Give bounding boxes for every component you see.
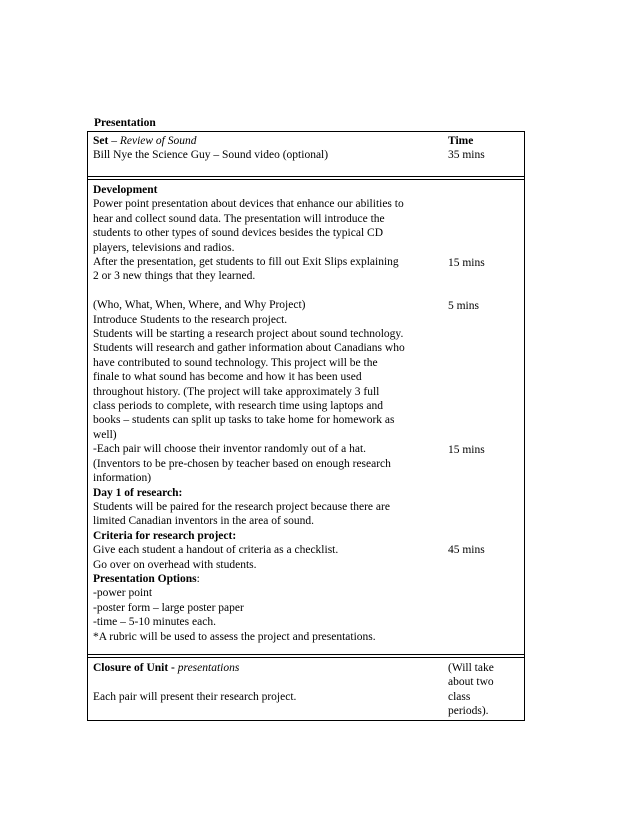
development-time-cell	[444, 180, 525, 655]
set-subtitle: Review of Sound	[119, 135, 197, 147]
set-cell	[88, 132, 444, 177]
options-colon: :	[196, 572, 200, 585]
time-value: 15 mins	[447, 257, 485, 269]
development-line: students to other types of sound devices besides the typical CD	[93, 227, 384, 240]
development-title: Development	[93, 184, 158, 196]
day1-title: Day 1 of research:	[93, 486, 183, 499]
development-line: 2 or 3 new things that they learned.	[93, 270, 256, 283]
paragraph-gap	[93, 675, 440, 689]
project-line: well)	[93, 428, 117, 441]
table-row-closure	[88, 657, 525, 720]
development-line: hear and collect sound data. The presentation will introduce the	[93, 212, 385, 225]
set-title: Set	[93, 135, 109, 147]
project-line: (Inventors to be pre-chosen by teacher based on enough research	[93, 457, 391, 470]
lesson-plan-table	[87, 131, 525, 721]
project-line: class periods to complete, with research time using laptops and	[93, 400, 383, 413]
set-time-cell	[444, 132, 525, 177]
project-line: Introduce Students to the research project.	[93, 313, 288, 326]
table-row-development	[88, 180, 525, 655]
paragraph-gap	[93, 284, 440, 298]
day1-line: limited Canadian inventors in the area of sound.	[93, 515, 314, 528]
closure-time-line: about two	[447, 676, 494, 689]
closure-time-line: (Will take	[447, 661, 494, 674]
paragraph-gap	[93, 704, 440, 718]
development-line: After the presentation, get students to fill out Exit Slips explaining	[93, 256, 399, 269]
closure-title: Closure of Unit -	[93, 661, 178, 674]
day1-line: Students will be paired for the research project because there are	[93, 500, 390, 513]
closure-subtitle: presentations	[177, 661, 240, 674]
project-line: have contributed to sound technology. This project will be the	[93, 356, 378, 369]
development-cell	[88, 180, 444, 655]
criteria-line: Give each student a handout of criteria as a checklist.	[93, 544, 339, 557]
table-row-set	[88, 132, 525, 177]
closure-cell	[88, 657, 444, 720]
development-line: Power point presentation about devices that enhance our abilities to	[93, 198, 404, 211]
closure-time-line: class	[447, 690, 471, 703]
project-line: Students will research and gather information about Canadians who	[93, 342, 405, 355]
project-line: -Each pair will choose their inventor randomly out of a hat.	[93, 443, 367, 456]
project-line: information)	[93, 472, 152, 485]
time-value: 15 mins	[447, 444, 485, 456]
set-time: 35 mins	[447, 149, 485, 162]
project-line: throughout history. (The project will take approximately 3 full	[93, 385, 380, 398]
set-text: Bill Nye the Science Guy – Sound video (optional)	[93, 149, 329, 162]
time-header: Time	[447, 135, 474, 147]
closure-text: Each pair will present their research project.	[93, 690, 297, 703]
criteria-line: Go over on overhead with students.	[93, 558, 257, 571]
project-line: finale to what sound has become and how it has been used	[93, 371, 362, 384]
set-title-separator: –	[108, 135, 120, 147]
closure-time-cell	[444, 657, 525, 720]
closure-time-line: periods).	[447, 705, 489, 718]
section-heading: Presentation	[94, 117, 156, 129]
project-line: (Who, What, When, Where, and Why Project)	[93, 299, 306, 312]
criteria-title: Criteria for research project:	[93, 529, 237, 542]
project-line: Students will be starting a research project about sound technology.	[93, 328, 404, 341]
option-item: -power point	[93, 587, 153, 600]
option-item: -time – 5-10 minutes each.	[93, 616, 216, 629]
option-item: -poster form – large poster paper	[93, 601, 244, 614]
time-value: 5 mins	[447, 300, 479, 312]
options-title: Presentation Options	[93, 572, 197, 585]
development-line: players, televisions and radios.	[93, 241, 235, 254]
option-item: *A rubric will be used to assess the project and presentations.	[93, 630, 376, 643]
project-line: books – students can split up tasks to take home for homework as	[93, 414, 395, 427]
time-value: 45 mins	[447, 544, 485, 556]
